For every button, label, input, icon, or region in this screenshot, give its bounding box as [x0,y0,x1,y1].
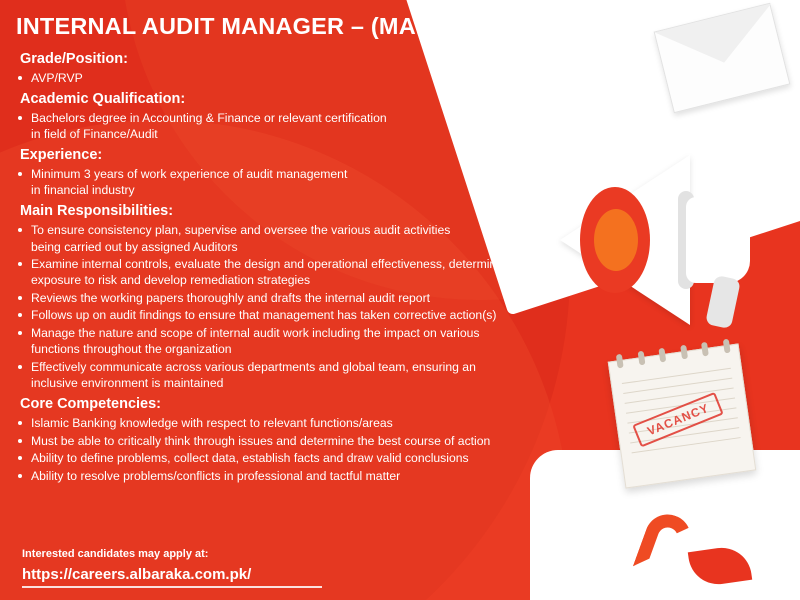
list-item [16,70,596,86]
section-heading: Grade/Position: [20,51,128,67]
list-item-line1: Examine internal controls, evaluate the design and operational effectiveness, determine [31,257,503,272]
list-item-line1: Islamic Banking knowledge with respect to relevant functions/areas [31,415,393,430]
section-heading: Experience: [20,147,103,164]
list-item [16,166,596,198]
section-heading: Core Competencies: [20,395,162,412]
section-experience [16,147,596,198]
list-item [16,433,596,449]
apply-link-underline [22,586,322,588]
list-item-line1: Follows up on audit findings to ensure that management has taken corrective action(s) [31,308,497,323]
list-item [16,290,596,306]
list-item [16,307,596,323]
section-core-competencies [16,396,596,484]
list-item-line1: Minimum 3 years of work experience of audit management [31,167,348,182]
notepad-icon [608,343,757,488]
list-item-line1: Reviews the working papers thoroughly and drafts the internal audit report [31,290,431,305]
page-title: INTERNAL AUDIT MANAGER – (MANAGEMENT AUDIT) [16,13,639,39]
list-item-line2: functions throughout the organization [31,342,232,357]
list-item [16,110,596,142]
logo-swoosh-shape [688,544,752,588]
list-item-line1: AVP/RVP [31,71,83,85]
megaphone-inner-core [594,209,638,271]
apply-footer [22,548,452,588]
list-item [16,325,596,357]
list-item-line2: being carried out by assigned Auditors [31,239,238,254]
poster-title-bar [0,10,640,46]
list-item-line2: exposure to risk and develop remediation strategies [31,273,311,288]
section-academic-qualification [16,91,596,142]
list-item [16,468,596,484]
list-item-line1: Manage the nature and scope of internal audit work including the impact on various [31,326,480,341]
list-item [16,450,596,466]
list-item [16,359,596,391]
megaphone-body [686,197,750,283]
section-heading: Main Responsibilities: [20,203,174,220]
list-item-line1: Effectively communicate across various departments and global team, ensuring an [31,359,476,374]
section-list [16,70,596,86]
section-list [16,166,596,198]
logo-hook-shape [633,508,697,582]
apply-link[interactable]: https://careers.albaraka.com.pk/ [22,566,252,583]
list-item-line2: in financial industry [31,183,135,198]
notepad-rings [616,339,731,369]
list-item-line1: Ability to define problems, collect data, establish facts and draw valid conclusions [31,451,469,466]
vacancy-stamp: VACANCY [632,392,724,448]
brand-logo-mark [632,514,752,594]
list-item [16,256,596,288]
section-list [16,110,596,142]
list-item-line2: in field of Finance/Audit [31,127,158,142]
list-item [16,222,596,254]
section-list [16,415,596,484]
list-item-line1: To ensure consistency plan, supervise and oversee the various audit activities [31,223,451,238]
list-item [16,415,596,431]
list-item-line1: Must be able to critically think through issues and determine the best course of action [31,433,491,448]
list-item-line1: Bachelors degree in Accounting & Finance or relevant certification [31,111,387,126]
poster-content [16,46,596,486]
section-grade-position [16,51,596,86]
list-item-line1: Ability to resolve problems/conflicts in professional and tactful matter [31,468,401,483]
section-list [16,222,596,390]
apply-label: Interested candidates may apply at: [22,548,209,560]
list-item-line2: inclusive environment is maintained [31,375,224,390]
section-heading: Academic Qualification: [20,91,186,108]
section-main-responsibilities [16,203,596,390]
